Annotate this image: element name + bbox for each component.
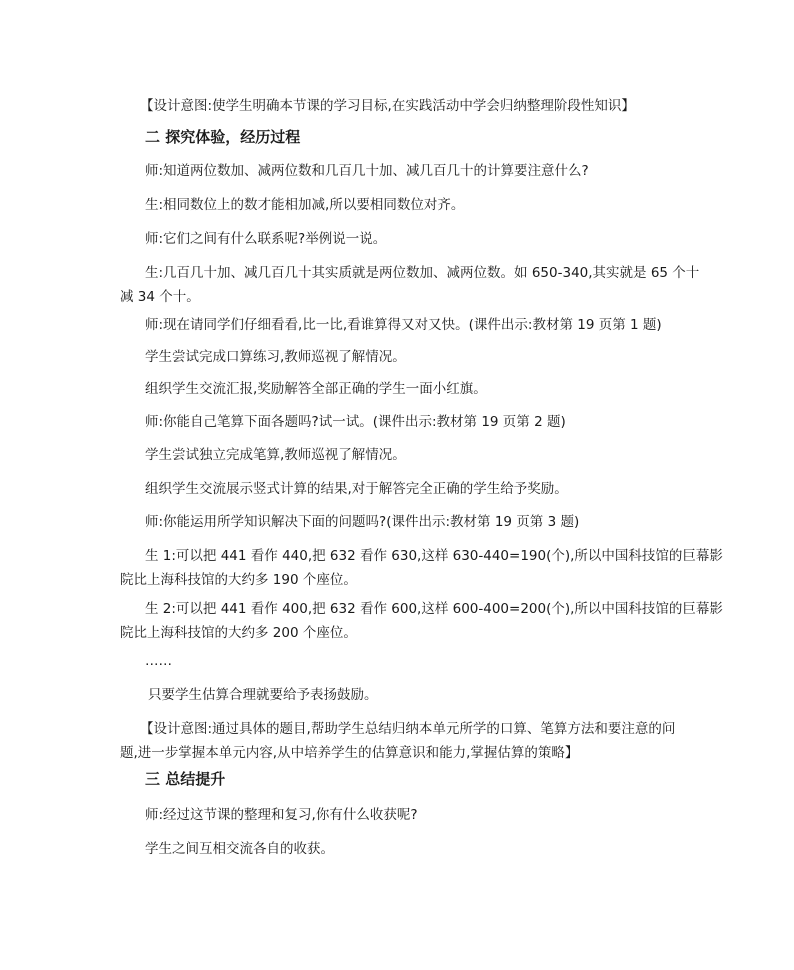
design-intent-2-continuation: 题,进一步掌握本单元内容,从中培养学生的估算意识和能力,掌握估算的策略】 bbox=[120, 745, 579, 761]
paragraph: 组织学生交流汇报,奖励解答全部正确的学生一面小红旗。 bbox=[145, 381, 487, 397]
paragraph: 生:相同数位上的数才能相加减,所以要相同数位对齐。 bbox=[145, 197, 465, 213]
paragraph: 师:经过这节课的整理和复习,你有什么收获呢? bbox=[145, 807, 418, 823]
paragraph: 生:几百几十加、减几百几十其实质就是两位数加、减两位数。如 650-340,其实就是 65 个十 bbox=[145, 265, 700, 281]
paragraph-continuation: 院比上海科技馆的大约多 190 个座位。 bbox=[120, 572, 357, 588]
paragraph: 师:它们之间有什么联系呢?举例说一说。 bbox=[145, 231, 387, 247]
design-intent-1: 【设计意图:使学生明确本节课的学习目标,在实践活动中学会归纳整理阶段性知识】 bbox=[140, 98, 635, 114]
paragraph: 只要学生估算合理就要给予表扬鼓励。 bbox=[148, 687, 378, 703]
paragraph-continuation: 减 34 个十。 bbox=[120, 289, 200, 305]
paragraph: 学生之间互相交流各自的收获。 bbox=[145, 841, 334, 857]
section-heading-2: 二 探究体验，经历过程 bbox=[145, 128, 301, 146]
paragraph-continuation: 院比上海科技馆的大约多 200 个座位。 bbox=[120, 625, 357, 641]
paragraph: 生 2:可以把 441 看作 400,把 632 看作 600,这样 600-400=200(个),所以中国科技馆的巨幕影 bbox=[145, 601, 723, 617]
paragraph: 师:你能运用所学知识解决下面的问题吗?(课件出示:教材第 19 页第 3 题) bbox=[145, 514, 580, 530]
paragraph: 师:你能自己笔算下面各题吗?试一试。(课件出示:教材第 19 页第 2 题) bbox=[145, 414, 566, 430]
ellipsis: …… bbox=[145, 653, 172, 669]
paragraph: 学生尝试完成口算练习,教师巡视了解情况。 bbox=[145, 349, 406, 365]
paragraph: 生 1:可以把 441 看作 440,把 632 看作 630,这样 630-440=190(个),所以中国科技馆的巨幕影 bbox=[145, 548, 723, 564]
paragraph: 师:现在请同学们仔细看看,比一比,看谁算得又对又快。(课件出示:教材第 19 页第 1 题) bbox=[145, 317, 662, 333]
design-intent-2: 【设计意图:通过具体的题目,帮助学生总结归纳本单元所学的口算、笔算方法和要注意的问 bbox=[140, 721, 676, 737]
section-heading-3: 三 总结提升 bbox=[145, 770, 226, 788]
paragraph: 组织学生交流展示竖式计算的结果,对于解答完全正确的学生给予奖励。 bbox=[145, 481, 568, 497]
paragraph: 师:知道两位数加、减两位数和几百几十加、减几百几十的计算要注意什么? bbox=[145, 163, 589, 179]
paragraph: 学生尝试独立完成笔算,教师巡视了解情况。 bbox=[145, 447, 406, 463]
